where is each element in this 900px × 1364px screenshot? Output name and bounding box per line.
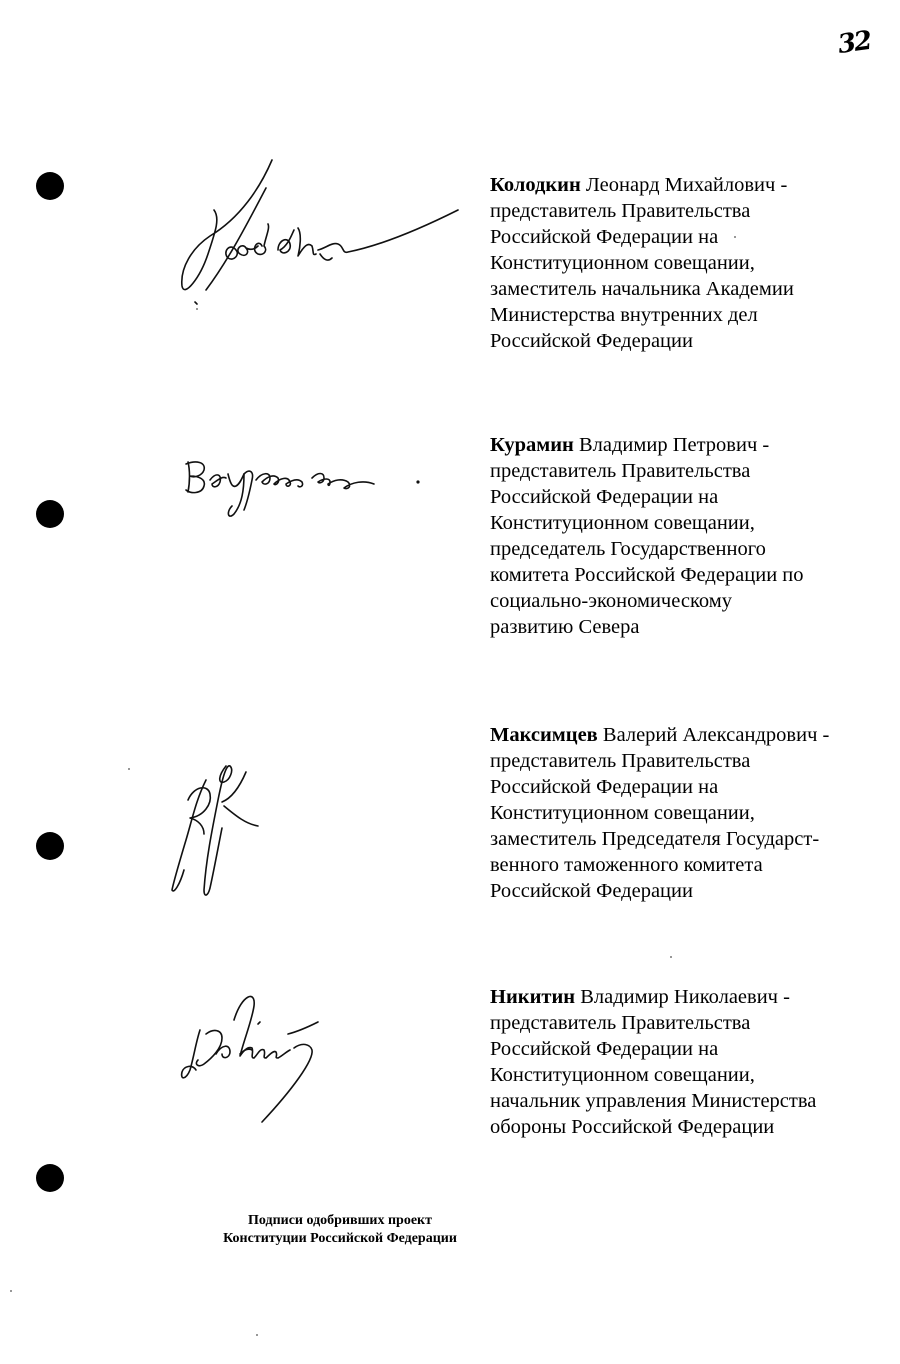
scan-speck <box>734 236 736 238</box>
scan-speck <box>196 308 198 310</box>
entry-line: обороны Российской Федерации <box>490 1116 775 1138</box>
entry-line: заместитель начальника Академии <box>490 278 794 300</box>
entry-line: Конституционном совещании, <box>490 252 755 274</box>
entry-line: Российской Федерации на <box>490 226 719 248</box>
entry-name-rest: Валерий Александрович - <box>597 724 830 746</box>
entry-line: Российской Федерации на <box>490 776 719 798</box>
entry-surname: Максимцев <box>490 724 598 746</box>
entry-line: Конституционном совещании, <box>490 512 755 534</box>
punch-hole <box>36 832 64 860</box>
signature-kolodkin <box>170 158 460 308</box>
entry-line: Российской Федерации <box>490 880 693 902</box>
footer-line-1: Подписи одобривших проект <box>248 1213 432 1228</box>
entry-name-rest: Леонард Михайлович - <box>580 174 788 196</box>
entry-name-line <box>490 432 870 458</box>
entry-line: Конституционном совещании, <box>490 802 755 824</box>
punch-hole <box>36 500 64 528</box>
entry-kolodkin <box>490 172 870 354</box>
scan-speck <box>256 1334 258 1336</box>
entry-line: Российской Федерации на <box>490 1038 719 1060</box>
entry-line: заместитель Председателя Государст- <box>490 828 820 850</box>
entry-line: представитель Правительства <box>490 460 751 482</box>
entry-line: председатель Государственного <box>490 538 766 560</box>
entry-name-line <box>490 722 870 748</box>
signature-maksimtsev <box>166 760 276 900</box>
entry-surname: Никитин <box>490 986 576 1008</box>
signature-kuramin <box>180 452 430 522</box>
entry-name-line <box>490 984 870 1010</box>
entry-line: представитель Правительства <box>490 200 751 222</box>
entry-surname: Курамин <box>490 434 574 456</box>
entry-line: социально-экономическому <box>490 590 732 612</box>
entry-name-rest: Владимир Петрович - <box>573 434 770 456</box>
punch-hole <box>36 172 64 200</box>
entry-name-line <box>490 172 870 198</box>
entry-line: Министерства внутренних дел <box>490 304 758 326</box>
footer-caption <box>190 1212 490 1248</box>
scan-speck <box>128 768 130 770</box>
entry-surname: Колодкин <box>490 174 581 196</box>
entry-maksimtsev <box>490 722 870 904</box>
punch-hole <box>36 1164 64 1192</box>
scan-speck <box>10 1290 12 1292</box>
entry-line: венного таможенного комитета <box>490 854 763 876</box>
entry-line: Конституционном совещании, <box>490 1064 755 1086</box>
entry-line: представитель Правительства <box>490 750 751 772</box>
entry-line: Российской Федерации на <box>490 486 719 508</box>
entry-line: Российской Федерации <box>490 330 693 352</box>
signature-nikitin <box>176 990 336 1130</box>
entry-nikitin <box>490 984 870 1140</box>
entry-line: представитель Правительства <box>490 1012 751 1034</box>
page-number: 32 <box>836 25 873 61</box>
entry-line: начальник управления Министерства <box>490 1090 817 1112</box>
footer-line-2: Конституции Российской Федерации <box>223 1231 457 1246</box>
entry-kuramin <box>490 432 870 640</box>
entry-name-rest: Владимир Николаевич - <box>575 986 790 1008</box>
scan-speck <box>670 956 672 958</box>
entry-line: комитета Российской Федерации по <box>490 564 804 586</box>
entry-line: развитию Севера <box>490 616 640 638</box>
